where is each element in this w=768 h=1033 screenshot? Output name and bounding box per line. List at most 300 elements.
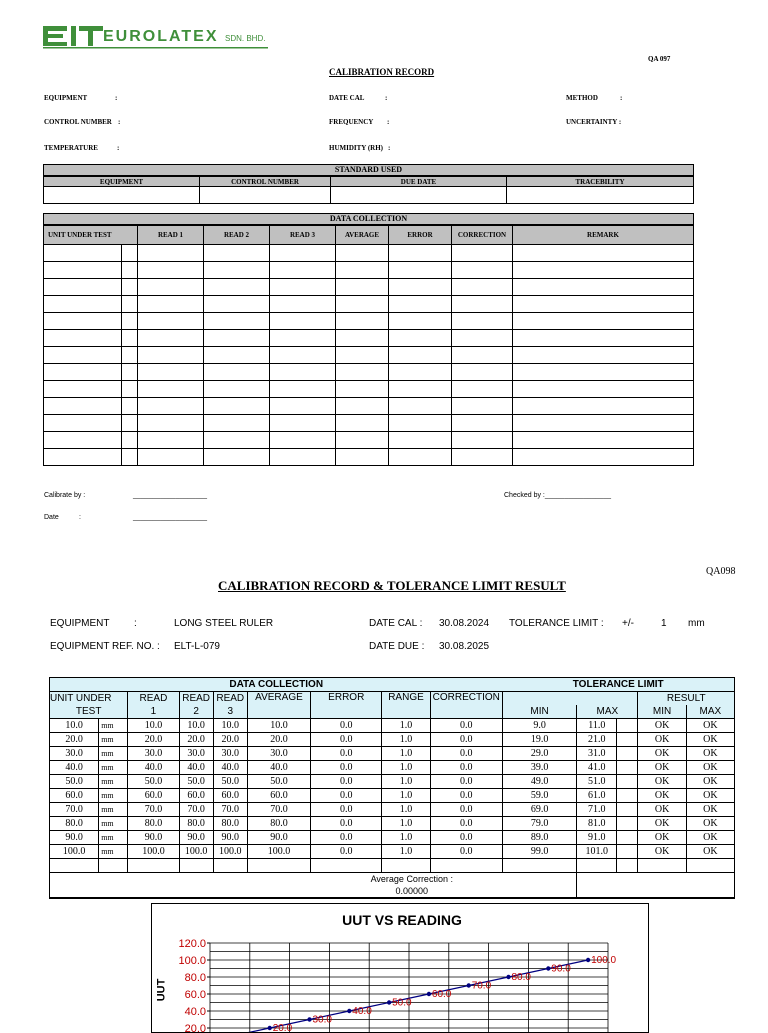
cell [617, 761, 638, 775]
cell [204, 398, 270, 415]
cell [204, 245, 270, 262]
cell [513, 279, 694, 296]
equipment-colon: : [134, 618, 137, 629]
cell [44, 415, 122, 432]
cell [270, 364, 336, 381]
cell [247, 859, 310, 873]
cell [121, 381, 137, 398]
cell [513, 364, 694, 381]
data-label: 40.0 [352, 1006, 372, 1017]
cell: 40.0 [50, 761, 99, 775]
cell: 40.0 [179, 761, 213, 775]
cell [513, 449, 694, 466]
cell [44, 398, 122, 415]
y-tick-label: 100.0 [178, 955, 206, 967]
cell: 69.0 [502, 803, 576, 817]
cell: 31.0 [577, 747, 617, 761]
cell [513, 296, 694, 313]
cell [44, 449, 122, 466]
table-row [44, 449, 694, 466]
cell [336, 449, 389, 466]
cell [389, 330, 452, 347]
cell [336, 330, 389, 347]
cell [99, 859, 128, 873]
cell [44, 296, 122, 313]
cell: 101.0 [577, 845, 617, 859]
cell [336, 347, 389, 364]
col-header: MAX [686, 705, 734, 719]
cell: 21.0 [577, 733, 617, 747]
cell: 1.0 [382, 733, 430, 747]
table-row [50, 789, 735, 803]
equipment-value: LONG STEEL RULER [174, 618, 273, 629]
tolerance-unit: mm [688, 618, 705, 629]
cell [389, 398, 452, 415]
cell: 70.0 [50, 803, 99, 817]
company-logo [43, 24, 273, 50]
cell: 91.0 [577, 831, 617, 845]
cell [617, 775, 638, 789]
cell [617, 845, 638, 859]
table-row [44, 381, 694, 398]
cell [513, 415, 694, 432]
date-cal-label: DATE CAL : [369, 618, 422, 629]
cell [121, 398, 137, 415]
col-header: 1 [128, 705, 179, 719]
calibrate-by-line: ___________________ [133, 492, 207, 499]
col-header: UNIT UNDER [50, 692, 128, 706]
avg-correction-cell [247, 873, 576, 899]
chart-title: UUT VS READING [152, 912, 649, 928]
equipment-label: EQUIPMENT [50, 618, 109, 629]
table-row [44, 432, 694, 449]
data-point [268, 1026, 272, 1030]
label-date-cal: DATE CAL [329, 94, 364, 102]
cell [44, 262, 122, 279]
cell: OK [686, 831, 734, 845]
col-header: MIN [638, 705, 686, 719]
cell [121, 279, 137, 296]
cell: 41.0 [577, 761, 617, 775]
cell: mm [99, 803, 128, 817]
cell [513, 313, 694, 330]
cell: 10.0 [50, 719, 99, 733]
cell [204, 313, 270, 330]
cell: 100.0 [50, 845, 99, 859]
average-correction-row [50, 873, 735, 899]
cell [204, 432, 270, 449]
cell: OK [686, 747, 734, 761]
cell: OK [638, 845, 686, 859]
cell: 20.0 [213, 733, 247, 747]
cell [513, 330, 694, 347]
cell: 0.0 [311, 775, 382, 789]
cell [44, 347, 122, 364]
cell: 79.0 [502, 817, 576, 831]
cell [121, 432, 137, 449]
cell [686, 859, 734, 873]
cell [121, 296, 137, 313]
cell: 20.0 [50, 733, 99, 747]
cell: mm [99, 747, 128, 761]
cell [204, 381, 270, 398]
cell: OK [638, 789, 686, 803]
cell: 90.0 [128, 831, 179, 845]
ref-label: EQUIPMENT REF. NO. : [50, 641, 160, 652]
date-label: Date [44, 514, 59, 521]
cell [513, 245, 694, 262]
cell [138, 279, 204, 296]
col-header: CORRECTION [430, 692, 502, 719]
cell [200, 187, 331, 204]
cell: mm [99, 733, 128, 747]
standard-used-title: STANDARD USED [43, 164, 694, 176]
data-label: 100.0 [591, 955, 616, 966]
data-point [307, 1017, 311, 1021]
cell [204, 415, 270, 432]
data-point [506, 975, 510, 979]
table-row [44, 415, 694, 432]
cell: 50.0 [128, 775, 179, 789]
cell [121, 330, 137, 347]
cell: 80.0 [50, 817, 99, 831]
cell [336, 432, 389, 449]
cell [121, 313, 137, 330]
table-row [44, 347, 694, 364]
cell [270, 279, 336, 296]
cell [513, 398, 694, 415]
cell [270, 381, 336, 398]
chart-frame [151, 903, 649, 1033]
table-row [44, 313, 694, 330]
col-header: RESULT [638, 692, 735, 706]
cell: 1.0 [382, 803, 430, 817]
cell [311, 859, 382, 873]
cell [336, 381, 389, 398]
date-line: ___________________ [133, 514, 207, 521]
cell [44, 279, 122, 296]
cell: 60.0 [247, 789, 310, 803]
table-row [50, 775, 735, 789]
y-tick-label: 20.0 [185, 1023, 206, 1033]
cell: 0.0 [311, 747, 382, 761]
cell: OK [638, 817, 686, 831]
label-equipment: EQUIPMENT [44, 94, 87, 102]
cell [270, 449, 336, 466]
cell: OK [638, 775, 686, 789]
cell: OK [686, 845, 734, 859]
cell: 39.0 [502, 761, 576, 775]
cell: 90.0 [179, 831, 213, 845]
cell: OK [686, 817, 734, 831]
avg-correction-label: Average Correction : [247, 873, 576, 885]
cell [121, 245, 137, 262]
form1-title: CALIBRATION RECORD [329, 67, 434, 77]
cell [270, 415, 336, 432]
cell [577, 859, 617, 873]
cell [430, 859, 502, 873]
cell [121, 364, 137, 381]
cell [270, 262, 336, 279]
cell [121, 262, 137, 279]
standard-used-table [43, 176, 694, 204]
data-point [347, 1009, 351, 1013]
date-cal-value: 30.08.2024 [439, 618, 489, 629]
cell: 50.0 [213, 775, 247, 789]
data-label: 70.0 [472, 981, 492, 992]
cell: OK [638, 803, 686, 817]
cell [452, 398, 513, 415]
cell: 0.0 [430, 775, 502, 789]
cell [336, 245, 389, 262]
cell: 30.0 [247, 747, 310, 761]
cell: 29.0 [502, 747, 576, 761]
cell: 80.0 [128, 817, 179, 831]
cell [270, 245, 336, 262]
cell: 80.0 [247, 817, 310, 831]
cell [270, 347, 336, 364]
cell [213, 859, 247, 873]
cell: 70.0 [213, 803, 247, 817]
data-collection-section [43, 213, 694, 466]
cell [138, 381, 204, 398]
col-header: 2 [179, 705, 213, 719]
cell: 0.0 [311, 789, 382, 803]
table-row [44, 262, 694, 279]
cell [121, 449, 137, 466]
cell [204, 279, 270, 296]
col-header: MIN [502, 705, 576, 719]
table-row [50, 761, 735, 775]
cell: 100.0 [247, 845, 310, 859]
cell [617, 817, 638, 831]
data-point [427, 992, 431, 996]
uut-vs-reading-chart [152, 904, 649, 1033]
cell [138, 296, 204, 313]
label-temperature: TEMPERATURE [44, 144, 98, 152]
table-row [44, 245, 694, 262]
cell [389, 449, 452, 466]
table-row [44, 296, 694, 313]
cell: 99.0 [502, 845, 576, 859]
cell [513, 381, 694, 398]
cell: 10.0 [247, 719, 310, 733]
col-header: DUE DATE [331, 177, 507, 187]
date-colon: : [79, 514, 81, 521]
form1-code: QA 097 [648, 55, 670, 63]
tolerance-table [49, 677, 735, 899]
data-label: 80.0 [512, 972, 532, 983]
cell [617, 719, 638, 733]
cell [50, 859, 99, 873]
cell: 100.0 [213, 845, 247, 859]
cell [270, 432, 336, 449]
cell [138, 313, 204, 330]
logo-suffix: SDN. BHD. [225, 34, 265, 43]
cell: 40.0 [247, 761, 310, 775]
col-header: TRACEBILITY [507, 177, 694, 187]
cell: mm [99, 789, 128, 803]
cell: OK [686, 719, 734, 733]
table-row [50, 747, 735, 761]
cell [389, 432, 452, 449]
cell [389, 347, 452, 364]
cell [204, 364, 270, 381]
cell: 10.0 [128, 719, 179, 733]
data-label: 50.0 [392, 998, 412, 1009]
col-header: AVERAGE [336, 226, 389, 245]
ref-value: ELT-L-079 [174, 641, 220, 652]
label-method: METHOD [566, 94, 598, 102]
cell [513, 347, 694, 364]
cell [513, 432, 694, 449]
col-header: UNIT UNDER TEST [44, 226, 138, 245]
cell [336, 279, 389, 296]
cell [204, 449, 270, 466]
cell [44, 330, 122, 347]
cell [44, 432, 122, 449]
cell: 40.0 [128, 761, 179, 775]
cell: 81.0 [577, 817, 617, 831]
logo-brand: EUROLATEX [103, 28, 218, 46]
cell [452, 313, 513, 330]
cell: 1.0 [382, 789, 430, 803]
label-control-number: CONTROL NUMBER [44, 118, 112, 126]
cell: 0.0 [311, 733, 382, 747]
data-label: 90.0 [551, 964, 571, 975]
data-collection-table [43, 225, 694, 466]
cell [617, 747, 638, 761]
cell: mm [99, 831, 128, 845]
cell: 1.0 [382, 845, 430, 859]
cell [179, 859, 213, 873]
cell: 50.0 [179, 775, 213, 789]
col-header [502, 692, 638, 706]
cell: 70.0 [179, 803, 213, 817]
cell: 0.0 [430, 817, 502, 831]
cell: mm [99, 719, 128, 733]
cell: 40.0 [213, 761, 247, 775]
table-row [50, 817, 735, 831]
cell [138, 449, 204, 466]
y-tick-label: 120.0 [178, 938, 206, 950]
cell: OK [686, 761, 734, 775]
table-row [44, 364, 694, 381]
data-point [586, 958, 590, 962]
cell [336, 313, 389, 330]
col-header: READ [213, 692, 247, 706]
cell [452, 262, 513, 279]
avg-correction-value: 0.00000 [247, 885, 576, 897]
col-header: TEST [50, 705, 128, 719]
data-collection-header: DATA COLLECTION [50, 678, 503, 692]
cell: 71.0 [577, 803, 617, 817]
cell: 0.0 [430, 733, 502, 747]
data-point [546, 966, 550, 970]
cell: 90.0 [50, 831, 99, 845]
cell [577, 873, 735, 899]
cell [452, 432, 513, 449]
cell: OK [638, 719, 686, 733]
cell: mm [99, 845, 128, 859]
cell: 60.0 [50, 789, 99, 803]
cell: 0.0 [430, 719, 502, 733]
cell: 1.0 [382, 719, 430, 733]
col-header: 3 [213, 705, 247, 719]
col-header: READ 1 [138, 226, 204, 245]
date-due-value: 30.08.2025 [439, 641, 489, 652]
cell [452, 364, 513, 381]
standard-used-section [43, 164, 694, 204]
cell [389, 313, 452, 330]
cell: OK [638, 747, 686, 761]
data-point [467, 983, 471, 987]
col-header: MAX [577, 705, 638, 719]
form2-code: QA098 [706, 566, 735, 577]
colon: : [118, 118, 120, 126]
cell [138, 330, 204, 347]
cell [138, 347, 204, 364]
label-humidity: HUMIDITY (RH) [329, 144, 383, 152]
cell: 0.0 [430, 789, 502, 803]
cell: 59.0 [502, 789, 576, 803]
cell: 0.0 [311, 719, 382, 733]
tolerance-limit-header: TOLERANCE LIMIT [502, 678, 734, 692]
table-row [44, 398, 694, 415]
cell [50, 873, 248, 899]
cell [138, 245, 204, 262]
cell: mm [99, 775, 128, 789]
cell: 60.0 [179, 789, 213, 803]
cell [452, 415, 513, 432]
cell [502, 859, 576, 873]
cell: 0.0 [311, 845, 382, 859]
cell: 1.0 [382, 831, 430, 845]
cell [617, 733, 638, 747]
cell [389, 262, 452, 279]
cell: 100.0 [179, 845, 213, 859]
cell [138, 432, 204, 449]
cell: 11.0 [577, 719, 617, 733]
cell: 0.0 [430, 845, 502, 859]
cell: 0.0 [430, 831, 502, 845]
data-point [387, 1000, 391, 1004]
cell [452, 296, 513, 313]
cell: 80.0 [213, 817, 247, 831]
cell: 1.0 [382, 747, 430, 761]
cell: OK [686, 803, 734, 817]
table-row [44, 279, 694, 296]
cell: 1.0 [382, 761, 430, 775]
col-header: EQUIPMENT [44, 177, 200, 187]
cell: 20.0 [179, 733, 213, 747]
cell: 0.0 [311, 817, 382, 831]
tolerance-sign: +/- [622, 618, 634, 629]
cell [204, 262, 270, 279]
cell: 1.0 [382, 817, 430, 831]
cell [128, 859, 179, 873]
colon: : [388, 144, 390, 152]
cell: 90.0 [247, 831, 310, 845]
cell [389, 364, 452, 381]
cell [452, 347, 513, 364]
cell: 30.0 [179, 747, 213, 761]
col-header: READ 3 [270, 226, 336, 245]
cell [382, 859, 430, 873]
cell [617, 831, 638, 845]
cell [44, 313, 122, 330]
cell [336, 398, 389, 415]
